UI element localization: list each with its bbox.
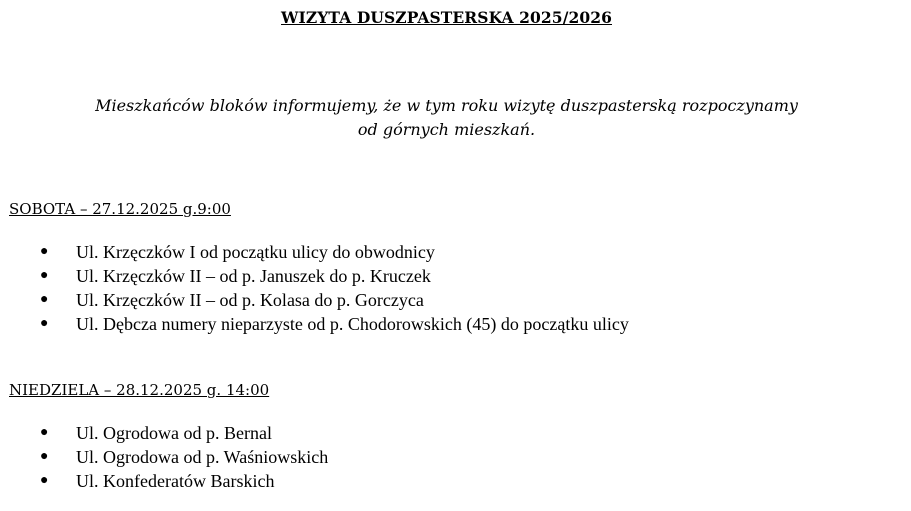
street-list-item [0, 288, 629, 312]
bullet-icon: ● [40, 268, 49, 283]
intro-line-1: Mieszkańców bloków informujemy, że w tym roku wizytę duszpasterską rozpoczynamy [95, 96, 798, 115]
street-list-sunday [0, 421, 328, 493]
bullet-icon: ● [40, 244, 49, 259]
day-heading-sunday: NIEDZIELA – 28.12.2025 g. 14:00 [9, 381, 270, 399]
street-item-text: Ul. Krzęczków II – od p. Kolasa do p. Gorczyca [76, 290, 424, 310]
street-item-text: Ul. Dębcza numery nieparzyste od p. Chodorowskich (45) do początku ulicy [76, 314, 629, 334]
bullet-icon: ● [40, 292, 49, 307]
bullet-icon: ● [40, 316, 49, 331]
street-list-item [0, 445, 328, 469]
street-item-text: Ul. Ogrodowa od p. Bernal [76, 423, 272, 443]
day-heading-saturday: SOBOTA – 27.12.2025 g.9:00 [9, 200, 231, 218]
intro-paragraph [0, 94, 893, 142]
street-item-text: Ul. Krzęczków I od początku ulicy do obwodnicy [76, 242, 435, 262]
street-item-text: Ul. Ogrodowa od p. Waśniowskich [76, 447, 329, 467]
street-list-item [0, 469, 328, 493]
bullet-icon: ● [40, 425, 49, 440]
intro-line-2: od górnych mieszkań. [357, 120, 536, 139]
bullet-icon: ● [40, 449, 49, 464]
document-title: WIZYTA DUSZPASTERSKA 2025/2026 [281, 8, 612, 27]
street-list-item [0, 264, 629, 288]
street-list-item [0, 312, 629, 336]
street-item-text: Ul. Krzęczków II – od p. Januszek do p. Kruczek [76, 266, 431, 286]
street-list-item [0, 421, 328, 445]
bullet-icon: ● [40, 473, 49, 488]
street-item-text: Ul. Konfederatów Barskich [76, 471, 275, 491]
street-list-item [0, 240, 629, 264]
street-list-saturday [0, 240, 629, 336]
